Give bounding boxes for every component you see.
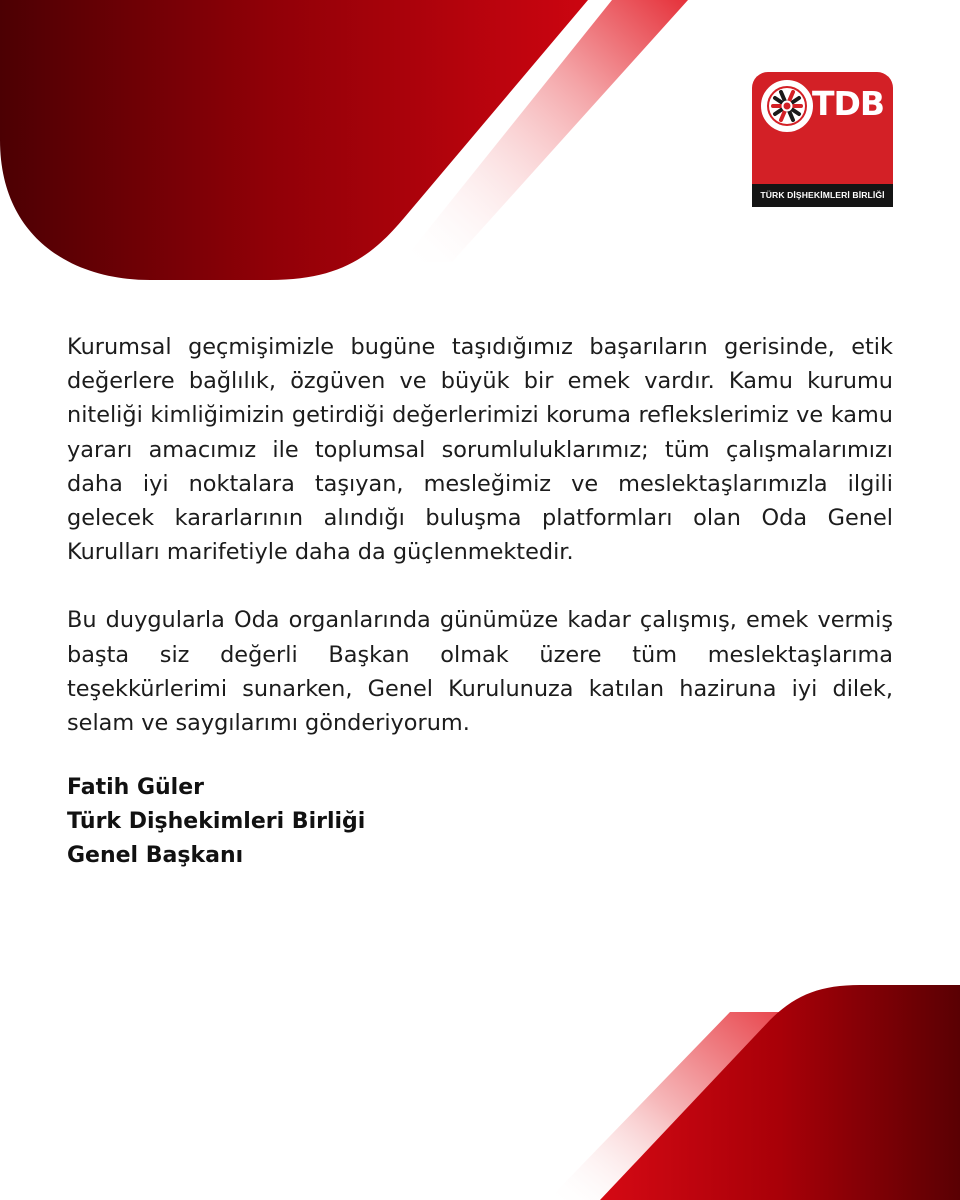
logo-full-name: TÜRK DİŞHEKİMLERİ BİRLİĞİ (752, 184, 893, 207)
signature-title: Genel Başkanı (67, 843, 244, 869)
knot-emblem-icon (761, 80, 813, 132)
letter-paragraph-1: Kurumsal geçmişimizle bugüne taşıdığımız başarıların gerisinde, etik değerlere bağlılık, özgüven ve büyük bir emek vardır. Kamu kurumu niteliği kimliğimizin getirdiği değerlerimizi koruma reflekslerimiz ve kamu yararı amacımız ile toplumsal sorumluluklarımız; tüm çalışmalarımızı daha iyi noktalara taşıyan, mesleğimiz ve meslektaşlarımızla ilgili gelecek kararlarının alındığı buluşma platformları olan Oda Genel Kurulları marifetiyle daha da güçlenmektedir. (67, 334, 893, 566)
tdb-logo (752, 72, 893, 207)
logo-abbreviation: TDB (812, 84, 885, 123)
letter-paragraph-2: Bu duygularla Oda organlarında günümüze kadar çalışmış, emek vermiş başta siz değerli Başkan olmak üzere tüm meslektaşlarıma teşekkürlerimi sunarken, Genel Kurulunuza katılan haziruna iyi dilek, selam ve saygılarımı gönderiyorum. (67, 607, 893, 737)
signature-organization: Türk Dişhekimleri Birliği (67, 809, 366, 835)
signature-block (67, 771, 893, 873)
signature-name: Fatih Güler (67, 775, 204, 801)
letter-body (67, 330, 893, 873)
